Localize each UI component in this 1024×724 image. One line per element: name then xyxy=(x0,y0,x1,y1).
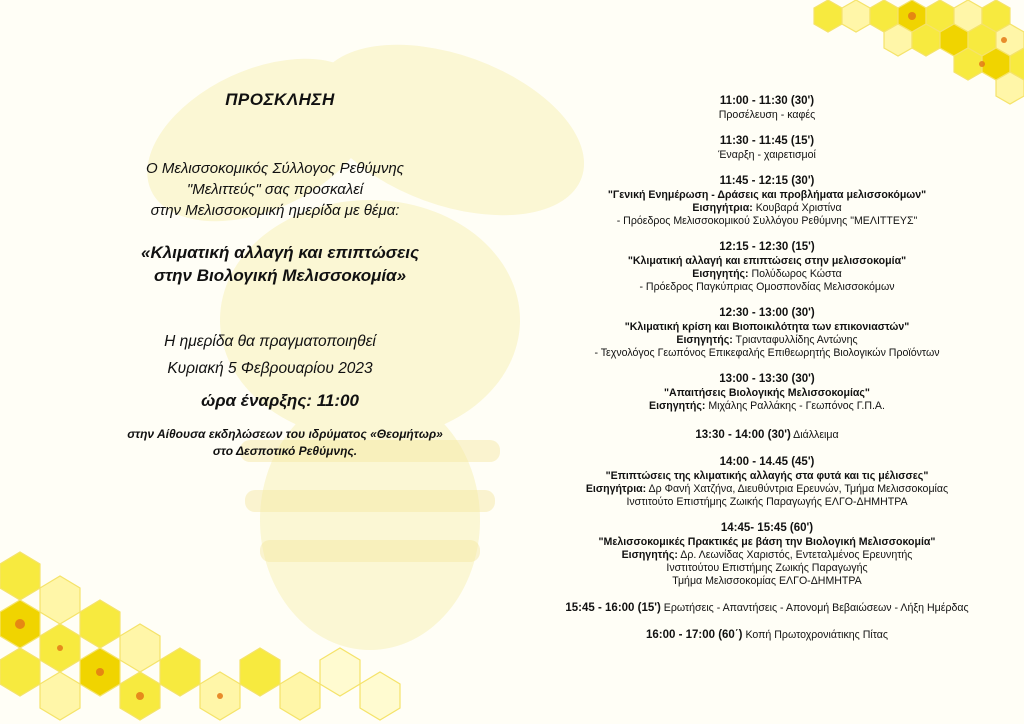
speaker-label: Εισηγητής: xyxy=(649,400,706,412)
session-time: 16:00 - 17:00 (60΄) xyxy=(645,629,743,641)
session-title: "Επιπτώσεις της κλιματικής αλλαγής στα φυτά και τις μέλισσες" xyxy=(605,470,929,482)
program-schedule xyxy=(500,0,1024,724)
session-title: "Κλιματική κρίση και Βιοποικιλότητα των επικονιαστών" xyxy=(624,321,910,333)
speaker-role: Ινστιτούτου Επιστήμης Ζωικής Παραγωγής xyxy=(666,562,868,574)
speaker-name: Δρ. Λεωνίδας Χαριστός, Εντεταλμένος Ερευνητής xyxy=(677,549,913,561)
speaker-label: Εισηγητής: xyxy=(692,268,749,280)
venue-line: στο Δεσποτικό Ρεθύμνης. xyxy=(212,444,358,458)
session-speaker xyxy=(500,202,1024,215)
session-title: "Γενική Ενημέρωση - Δράσεις και προβλήματα μελισσοκόμων" xyxy=(607,189,927,201)
session-speaker xyxy=(500,268,1024,281)
speaker-name: Δρ Φανή Χατζήνα, Διευθύντρια Ερευνών, Τμήμα Μελισσοκομίας xyxy=(646,483,949,495)
organizer-line: "Μελιττεύς" σας προσκαλεί xyxy=(186,181,364,198)
session-time: 11:00 - 11:30 (30') xyxy=(719,95,815,107)
session-title: "Μελισσοκομικές Πρακτικές με βάση την Βιολογική Μελισσοκομία" xyxy=(598,536,936,548)
session-speaker xyxy=(500,400,1024,413)
speaker-role: Τμήμα Μελισσοκομίας ΕΛΓΟ-ΔΗΜΗΤΡΑ xyxy=(672,575,862,587)
session-description: Κοπή Πρωτοχρονιάτικης Πίτας xyxy=(742,629,889,641)
session-time: 13:00 - 13:30 (30') xyxy=(719,373,815,385)
speaker-role: - Τεχνολόγος Γεωπόνος Επικεφαλής Επιθεωρητής Βιολογικών Προϊόντων xyxy=(594,347,940,359)
session-title: "Απαιτήσεις Βιολογικής Μελισσοκομίας" xyxy=(664,387,870,399)
break-row xyxy=(500,429,1024,442)
session-time: 15:45 - 16:00 (15') xyxy=(565,602,661,614)
pie-cutting-row xyxy=(500,629,1024,642)
speaker-role: - Πρόεδρος Παγκύπριας Ομοσπονδίας Μελισσοκόμων xyxy=(639,281,895,293)
session-time: 12:30 - 13:00 (30') xyxy=(719,307,815,319)
speaker-role: Ινστιτούτο Επιστήμης Ζωικής Παραγωγής ΕΛΓΟ-ΔΗΜΗΤΡΑ xyxy=(626,496,908,508)
session-description: Ερωτήσεις - Απαντήσεις - Απονομή Βεβαιώσεων - Λήξη Ημέρδας xyxy=(660,602,969,614)
session-description: Έναρξη - χαιρετισμοί xyxy=(718,149,816,161)
event-date: Κυριακή 5 Φεβρουαρίου 2023 xyxy=(167,360,373,377)
speaker-name: Μιχάλης Ραλλάκης - Γεωπόνος Γ.Π.Α. xyxy=(705,400,885,412)
session-speaker xyxy=(500,549,1024,562)
event-theme: στην Βιολογική Μελισσοκομία» xyxy=(153,266,407,285)
invitation-title: ΠΡΟΣΚΛΗΣΗ xyxy=(225,90,335,109)
session-title: "Κλιματική αλλαγή και επιπτώσεις στην μελισσοκομία" xyxy=(627,255,907,267)
speaker-label: Εισηγήτρια: xyxy=(692,202,753,214)
organizer-line: Ο Μελισσοκομικός Σύλλογος Ρεθύμνης xyxy=(146,160,404,177)
session-description: Προσέλευση - καφές xyxy=(718,109,816,121)
speaker-name: Κουβαρά Χριστίνα xyxy=(752,202,842,214)
session-time: 11:45 - 12:15 (30') xyxy=(719,175,815,187)
speaker-name: Πολύδωρος Κώστα xyxy=(748,268,842,280)
speaker-label: Εισηγητής: xyxy=(676,334,733,346)
session-description: Διάλλειμα xyxy=(790,429,839,441)
speaker-name: Τριανταφυλλίδης Αντώνης xyxy=(732,334,858,346)
session-time: 12:15 - 12:30 (15') xyxy=(719,241,815,253)
venue-line: στην Αίθουσα εκδηλώσεων του ιδρύματος «Θεομήτωρ» xyxy=(127,427,443,441)
speaker-label: Εισηγήτρια: xyxy=(585,483,647,495)
session-speaker xyxy=(500,483,1024,496)
speaker-role: - Πρόεδρος Μελισσοκομικού Συλλόγου Ρεθύμνης "ΜΕΛΙΤΤΕΥΣ" xyxy=(616,215,918,227)
session-time: 14:00 - 14.45 (45') xyxy=(719,456,815,468)
session-time: 14:45- 15:45 (60') xyxy=(720,522,814,534)
speaker-label: Εισηγητής: xyxy=(621,549,678,561)
organizer-line: στην Μελισσοκομική ημερίδα με θέμα: xyxy=(150,202,400,219)
start-time: ώρα έναρξης: 11:00 xyxy=(201,391,359,410)
event-theme: «Κλιματική αλλαγή και επιπτώσεις xyxy=(140,243,419,262)
event-date-line: Η ημερίδα θα πραγματοποιηθεί xyxy=(164,333,376,350)
session-speaker xyxy=(500,334,1024,347)
closing-row xyxy=(500,602,1024,615)
session-time: 11:30 - 11:45 (15') xyxy=(719,135,815,147)
session-time: 13:30 - 14:00 (30') xyxy=(695,429,791,441)
